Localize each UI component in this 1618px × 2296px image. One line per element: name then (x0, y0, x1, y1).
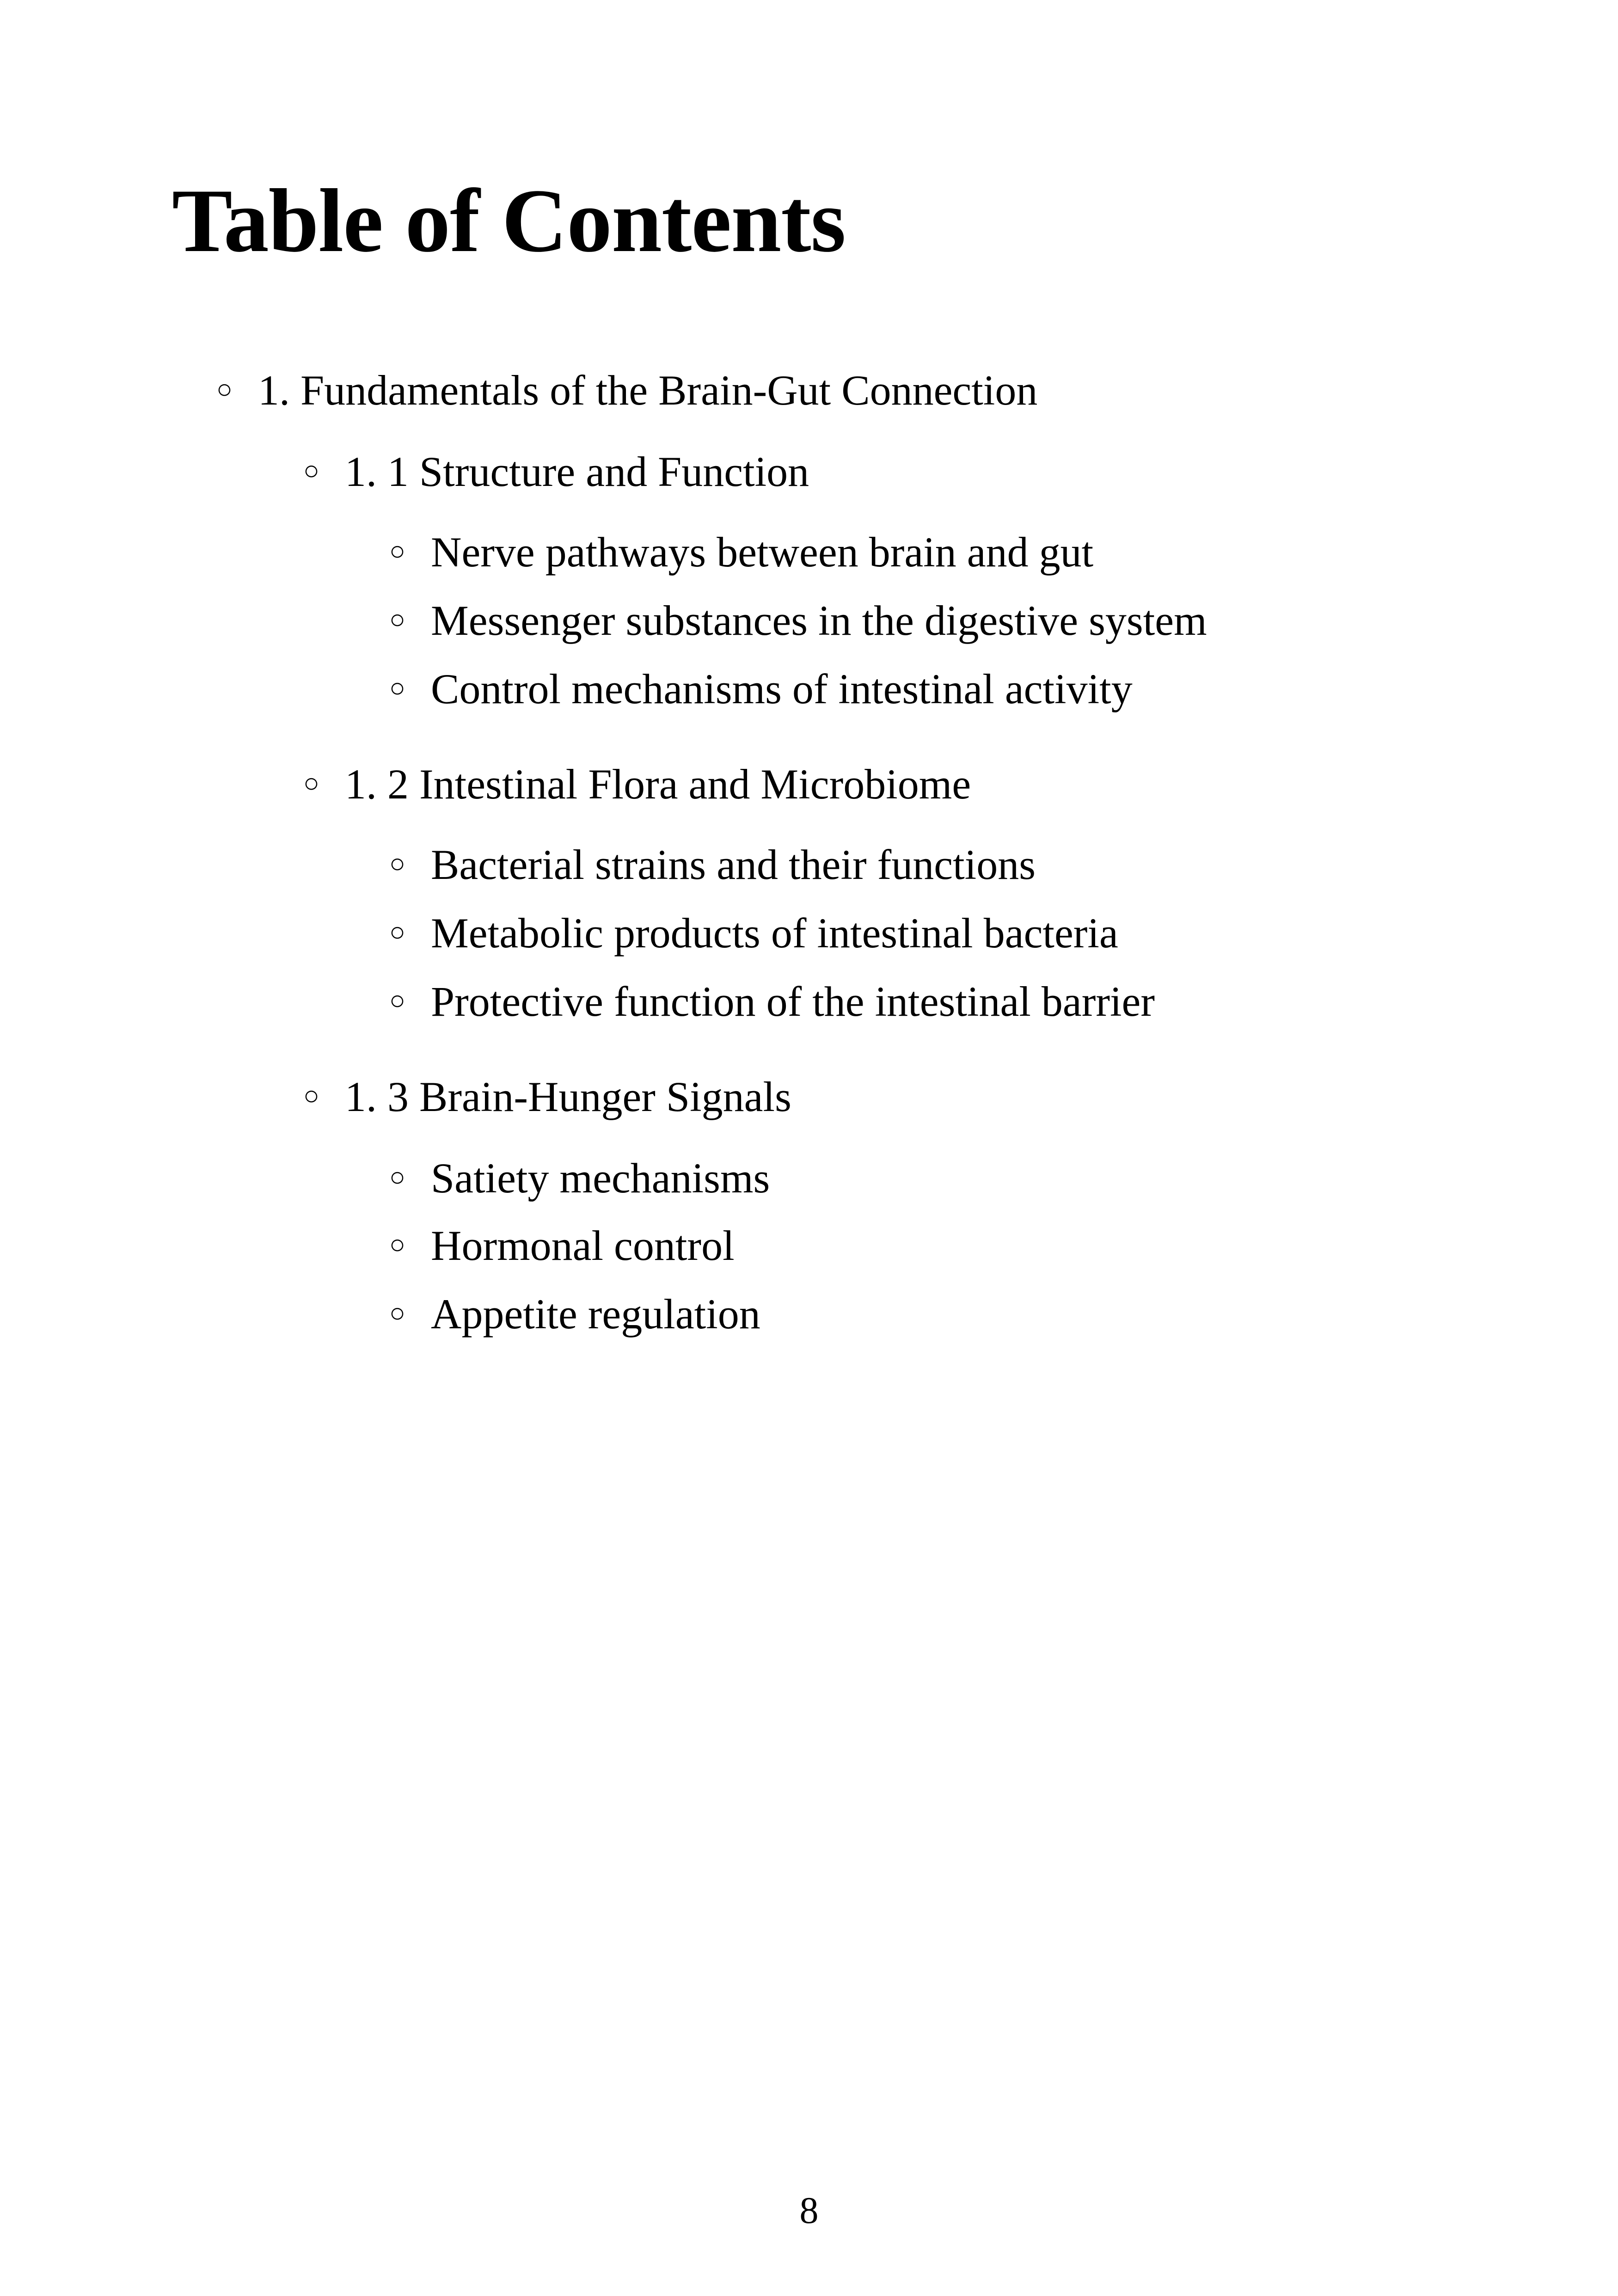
hollow-circle-bullet-icon: ○ (389, 604, 406, 634)
toc-section-label: 1. 1 Structure and Function (345, 448, 809, 495)
toc-item[interactable] (389, 528, 1094, 576)
toc-item-label: Control mechanisms of intestinal activity (431, 665, 1133, 712)
toc-item-label: Appetite regulation (431, 1290, 760, 1338)
hollow-circle-bullet-icon: ○ (389, 985, 406, 1015)
toc-section-1-2[interactable] (303, 761, 971, 808)
toc-item-label: Messenger substances in the digestive system (431, 597, 1207, 644)
toc-item-label: Protective function of the intestinal barrier (431, 978, 1155, 1025)
hollow-circle-bullet-icon: ○ (216, 374, 233, 404)
toc-item-label: Metabolic products of intestinal bacteria (431, 909, 1118, 957)
hollow-circle-bullet-icon: ○ (389, 673, 406, 703)
toc-item[interactable] (389, 843, 1036, 886)
toc-item[interactable] (389, 1154, 770, 1202)
toc-item[interactable] (389, 665, 1133, 712)
toc-item-label: Satiety mechanisms (431, 1154, 770, 1202)
hollow-circle-bullet-icon: ○ (303, 768, 320, 798)
toc-item-label: Bacterial strains and their functions (431, 841, 1036, 888)
toc-section-label: 1. 3 Brain-Hunger Signals (345, 1073, 791, 1120)
toc-item[interactable] (389, 1290, 760, 1338)
toc-item[interactable] (389, 599, 1207, 642)
hollow-circle-bullet-icon: ○ (389, 1162, 406, 1192)
hollow-circle-bullet-icon: ○ (389, 1298, 406, 1328)
hollow-circle-bullet-icon: ○ (303, 455, 320, 485)
page-title: Table of Contents (172, 171, 846, 271)
toc-item-label: Nerve pathways between brain and gut (431, 528, 1094, 576)
toc-item[interactable] (389, 1224, 735, 1267)
toc-section-1-3[interactable] (303, 1075, 791, 1118)
hollow-circle-bullet-icon: ○ (389, 1229, 406, 1259)
toc-chapter-1[interactable] (216, 367, 1038, 414)
hollow-circle-bullet-icon: ○ (389, 848, 406, 878)
toc-section-1-1[interactable] (303, 450, 809, 493)
hollow-circle-bullet-icon: ○ (303, 1080, 320, 1111)
toc-section-label: 1. 2 Intestinal Flora and Microbiome (345, 761, 971, 808)
toc-item-label: Hormonal control (431, 1222, 735, 1269)
toc-chapter-label: 1. Fundamentals of the Brain-Gut Connection (258, 367, 1038, 414)
toc-item[interactable] (389, 909, 1118, 957)
page-number: 8 (799, 2189, 819, 2231)
toc-item[interactable] (389, 980, 1155, 1023)
hollow-circle-bullet-icon: ○ (389, 917, 406, 947)
hollow-circle-bullet-icon: ○ (389, 536, 406, 566)
